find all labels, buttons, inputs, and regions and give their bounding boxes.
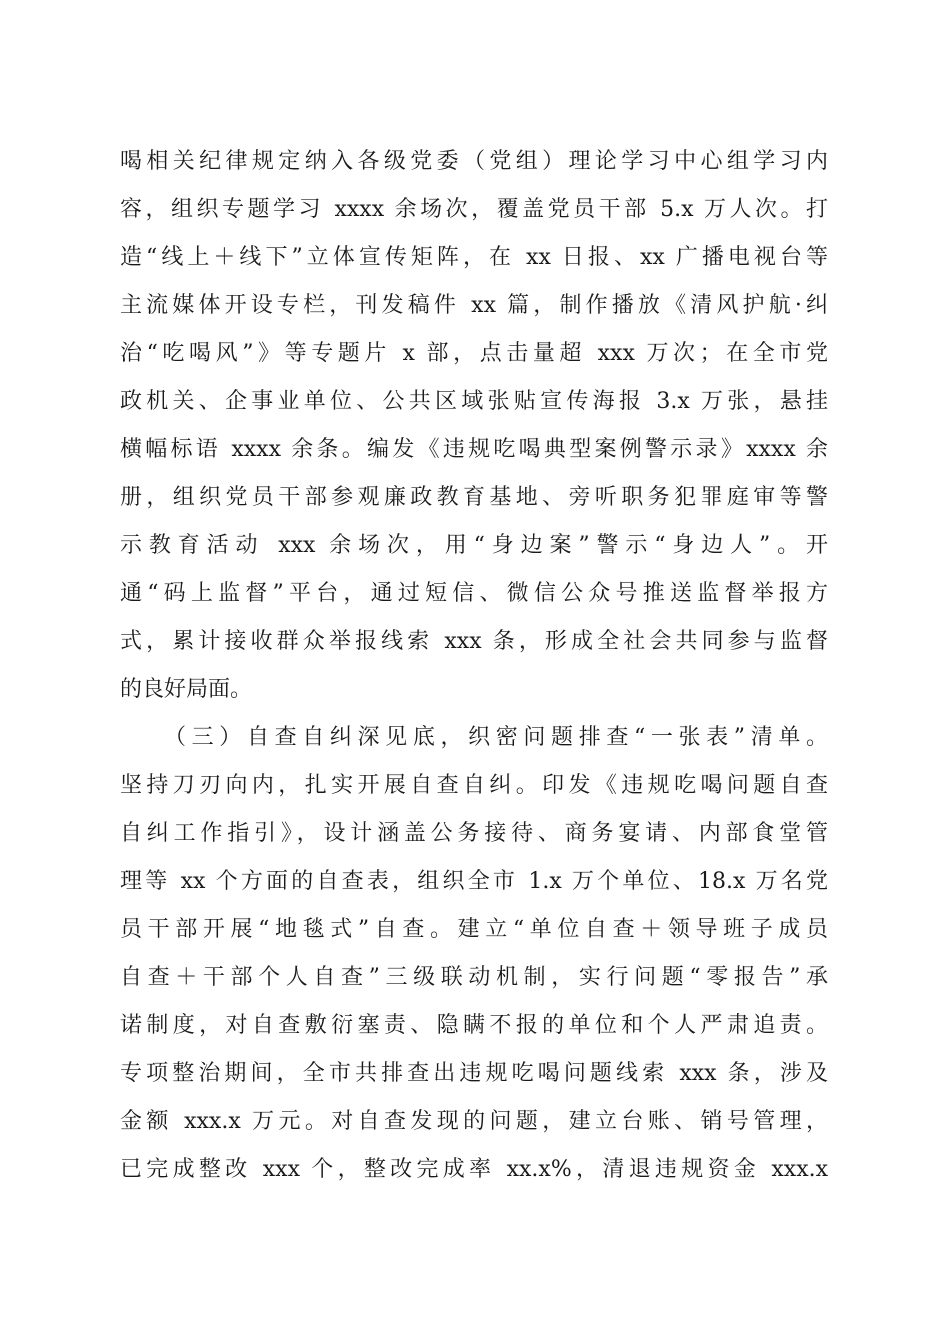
text-line: 已完成整改 xxx 个，整改完成率 xx.x%，清退违规资金 xxx.x bbox=[120, 1157, 828, 1182]
text-line: 喝相关纪律规定纳入各级党委（党组）理论学习中心组学习内 bbox=[120, 149, 828, 174]
text-line: 容，组织专题学习 xxxx 余场次，覆盖党员干部 5.x 万人次。打 bbox=[120, 197, 828, 222]
text-line: 自查＋干部个人自查”三级联动机制，实行问题“零报告”承 bbox=[120, 965, 828, 990]
text-line: 通“码上监督”平台，通过短信、微信公众号推送监督举报方 bbox=[120, 581, 828, 606]
text-line: 式，累计接收群众举报线索 xxx 条，形成全社会共同参与监督 bbox=[120, 629, 828, 654]
text-line: 坚持刀刃向内，扎实开展自查自纠。印发《违规吃喝问题自查 bbox=[120, 773, 828, 798]
text-line: 理等 xx 个方面的自查表，组织全市 1.x 万个单位、18.x 万名党 bbox=[120, 869, 828, 894]
text-line: 政机关、企事业单位、公共区域张贴宣传海报 3.x 万张，悬挂 bbox=[120, 389, 828, 414]
text-line: 治“吃喝风”》等专题片 x 部，点击量超 xxx 万次；在全市党 bbox=[120, 341, 828, 366]
text-line: 册，组织党员干部参观廉政教育基地、旁听职务犯罪庭审等警 bbox=[120, 485, 828, 510]
section-heading: （三）自查自纠深见底，织密问题排查“一张表”清单。 bbox=[164, 725, 828, 750]
text-line: 示教育活动 xxx 余场次，用“身边案”警示“身边人”。开 bbox=[120, 533, 828, 558]
document-body bbox=[120, 138, 828, 1194]
text-line: 金额 xxx.x 万元。对自查发现的问题，建立台账、销号管理， bbox=[120, 1109, 828, 1134]
text-line: 专项整治期间，全市共排查出违规吃喝问题线索 xxx 条，涉及 bbox=[120, 1061, 828, 1086]
text-line: 自纠工作指引》，设计涵盖公务接待、商务宴请、内部食堂管 bbox=[120, 821, 828, 846]
text-line: 主流媒体开设专栏，刊发稿件 xx 篇，制作播放《清风护航·纠 bbox=[120, 293, 828, 318]
text-line: 横幅标语 xxxx 余条。编发《违规吃喝典型案例警示录》xxxx 余 bbox=[120, 437, 828, 462]
text-line: 员干部开展“地毯式”自查。建立“单位自查＋领导班子成员 bbox=[120, 917, 828, 942]
text-line: 造“线上＋线下”立体宣传矩阵，在 xx 日报、xx 广播电视台等 bbox=[120, 245, 828, 270]
text-line: 诺制度，对自查敷衍塞责、隐瞒不报的单位和个人严肃追责。 bbox=[120, 1013, 828, 1038]
text-line: 的良好局面。 bbox=[120, 677, 253, 702]
